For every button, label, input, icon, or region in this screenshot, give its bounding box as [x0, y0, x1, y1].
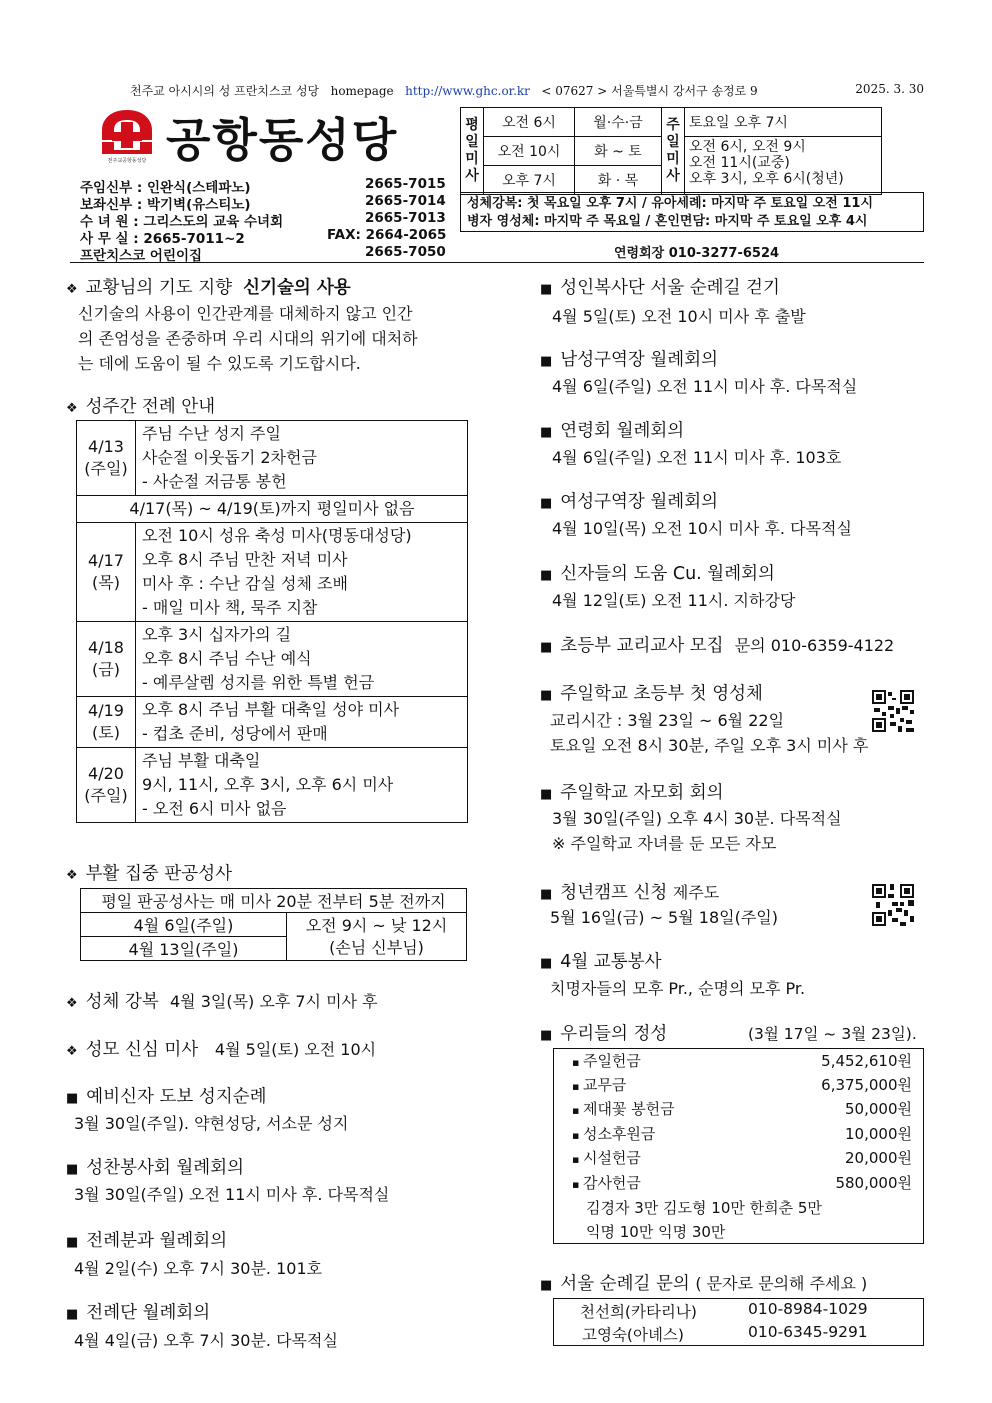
table-row: 4/20 (주일) 주님 부활 대축일 9시, 11시, 오후 3시, 오후 6시 미사 - 오전 6시 미사 없음	[77, 748, 468, 823]
square-bullet-icon: ■	[540, 787, 553, 802]
left-item-heading: ■ 전례분과 월례회의	[66, 1231, 228, 1251]
right-item-heading: ■ 성인복사단 서울 순례길 걷기	[540, 278, 780, 298]
offering-heading: ■ 우리들의 정성	[540, 1024, 668, 1044]
weekday-mass-label: 평 일 미 사	[461, 108, 484, 195]
first-communion-detail: 교리시간 : 3월 23일 ~ 6월 22일 토요일 오전 8시 30분, 주일 오후 3시 미사 후	[550, 711, 869, 755]
square-bullet-icon: ■	[540, 354, 553, 369]
list-item: ▪ 주일헌금 5,452,610원	[572, 1052, 912, 1070]
left-item-heading: ■ 예비신자 도보 성지순례	[66, 1087, 267, 1107]
homepage-link[interactable]: http://www.ghc.or.kr	[405, 84, 530, 98]
right-item-detail: 4월 5일(토) 오전 10시 미사 후 출발	[552, 307, 806, 326]
square-bullet-icon: ■	[540, 640, 553, 655]
table-row: 4/13 (주일) 주님 수난 성지 주일 사순절 이웃돕기 2차헌금 - 사순절 저금통 봉헌	[77, 421, 468, 496]
parish-brand-title: 공항동성당	[166, 113, 399, 167]
list-item: ▪ 제대꽃 봉헌금 50,000원	[572, 1100, 912, 1118]
catechist-recruit: ■ 초등부 교리교사 모집 문의 010-6359-4122	[540, 636, 895, 656]
square-bullet-icon: ■	[540, 425, 553, 440]
square-bullet-icon: ■	[540, 956, 553, 971]
first-communion-heading: ■ 주일학교 초등부 첫 영성체	[540, 684, 763, 704]
right-item-detail: 4월 6일(주일) 오전 11시 미사 후. 다목적실	[552, 377, 858, 396]
benediction-item: ❖ 성체 강복 4월 3일(목) 오후 7시 미사 후	[66, 992, 378, 1012]
address: < 07627 > 서울특별시 강서구 송정로 9	[541, 84, 758, 98]
parents-meeting-detail: 3월 30일(주일) 오후 4시 30분. 다목적실 ※ 주일학교 자녀를 둔 모든 자모	[552, 809, 842, 853]
left-item-detail: 3월 30일(주일). 약현성당, 서소문 성지	[74, 1114, 349, 1133]
parish-full-name: 천주교 아시시의 성 프란치스코 성당	[130, 84, 320, 98]
marian-mass-item: ❖ 성모 신심 미사 4월 5일(토) 오전 10시	[66, 1040, 377, 1060]
contact-phone: 010-6345-9291	[748, 1323, 868, 1341]
table-row: 4/19 (토) 오후 8시 주님 부활 대축일 성야 미사 - 컵초 준비, 성당에서 판매	[77, 697, 468, 748]
sunday-mass-times: 오전 6시, 오전 9시 오전 11시(교중) 오후 3시, 오후 6시(청년)	[685, 137, 882, 195]
square-bullet-icon: ■	[66, 1235, 79, 1250]
youth-camp-detail: 5월 16일(금) ~ 5월 18일(주일)	[550, 908, 778, 927]
parents-meeting-heading: ■ 주일학교 자모회 회의	[540, 783, 724, 803]
square-bullet-icon: ■	[540, 568, 553, 583]
traffic-service-detail: 치명자들의 모후 Pr., 순명의 모후 Pr.	[550, 979, 806, 998]
square-bullet-icon: ■	[540, 496, 553, 511]
header-divider	[70, 262, 924, 263]
weekday-mass-days: 월·수·금	[575, 108, 662, 137]
diamond-bullet-icon: ❖	[66, 1044, 78, 1059]
logo-caption: 천주교공항동성당	[107, 158, 147, 164]
offering-box	[553, 1048, 924, 1244]
qr-code-icon[interactable]	[872, 884, 914, 926]
prayer-text: 신기술의 사용이 인간관계를 대체하지 않고 인간 의 존엄성을 존중하며 우리 시대의 위기에 대처하 는 데에 도움이 될 수 있도록 기도합시다.	[78, 304, 418, 373]
sunday-mass-label: 주 일 미 사	[662, 108, 685, 195]
left-item-heading: ■ 전례단 월례회의	[66, 1303, 211, 1323]
pilgrim-contact-box	[553, 1298, 924, 1346]
right-item-heading: ■ 신자들의 도움 Cu. 월례회의	[540, 564, 775, 584]
sunday-mass-saturday: 토요일 오후 7시	[685, 108, 882, 137]
right-item-heading: ■ 연령회 월례회의	[540, 421, 685, 441]
diamond-bullet-icon: ❖	[66, 401, 78, 416]
left-item-detail: 4월 2일(수) 오후 7시 30분. 101호	[74, 1259, 323, 1278]
table-row: 4/18 (금) 오후 3시 십자가의 길 오후 8시 주님 수난 예식 - 예루살렘 성지를 위한 특별 헌금	[77, 622, 468, 697]
square-bullet-icon: ■	[66, 1162, 79, 1177]
list-item: ▪ 감사헌금 580,000원	[572, 1174, 912, 1192]
staff-row: 수 녀 원 : 그리스도의 교육 수녀회 2665-7013	[80, 210, 446, 230]
contact-name: 천선희(카타리나)	[580, 1303, 697, 1321]
donor-list: 익명 10만 익명 30만	[586, 1223, 726, 1241]
square-bullet-icon: ■	[66, 1307, 79, 1322]
square-bullet-icon: ■	[540, 1278, 553, 1293]
square-bullet-icon: ■	[66, 1091, 79, 1106]
youth-camp-heading: ■ 청년캠프 신청 제주도	[540, 883, 720, 903]
table-row: 4/17 (목) 오전 10시 성유 축성 미사(명동대성당) 오후 8시 주님 만찬 저녁 미사 미사 후 : 수난 감실 성체 조배 - 매일 미사 책, 묵주 지참	[77, 523, 468, 622]
confession-table: 평일 판공성사는 매 미사 20분 전부터 5분 전까지 4월 6일(주일) 오전 9시 ~ 낮 12시 (손님 신부님) 4월 13일(주일)	[80, 888, 467, 961]
square-bullet-icon: ■	[540, 1028, 553, 1043]
pilgrim-inquiry-heading: ■ 서울 순례길 문의 ( 문자로 문의해 주세요 )	[540, 1274, 868, 1294]
list-item: ▪ 시설헌금 20,000원	[572, 1149, 912, 1167]
right-item-heading: ■ 남성구역장 월례회의	[540, 350, 719, 370]
holyweek-table	[76, 420, 468, 823]
right-item-detail: 4월 10일(목) 오전 10시 미사 후. 다목적실	[552, 519, 852, 538]
right-item-heading: ■ 여성구역장 월례회의	[540, 492, 719, 512]
staff-row: 프란치스코 어린이집 2665-7050	[80, 244, 446, 264]
diamond-bullet-icon: ❖	[66, 996, 78, 1011]
list-item: ▪ 교무금 6,375,000원	[572, 1076, 912, 1094]
header-info	[130, 82, 758, 99]
square-bullet-icon: ■	[540, 887, 553, 902]
table-row: 4/17(목) ~ 4/19(토)까지 평일미사 없음	[77, 496, 468, 523]
sacrament-notice: 성체강복: 첫 목요일 오후 7시 / 유아세례: 마지막 주 토요일 오전 11시 병자 영성체: 마지막 주 목요일 / 혼인면담: 마지막 주 토요일 오후 4시	[460, 192, 924, 232]
weekday-mass-time: 오후 7시	[484, 166, 575, 195]
weekday-mass-time: 오전 10시	[484, 137, 575, 166]
traffic-service-heading: ■ 4월 교통봉사	[540, 952, 662, 972]
staff-row: 사 무 실 : 2665-7011~2 FAX: 2664-2065	[80, 227, 447, 247]
qr-code-icon[interactable]	[872, 690, 914, 732]
weekday-mass-days: 화 ~ 토	[575, 137, 662, 166]
left-item-detail: 3월 30일(주일) 오전 11시 미사 후. 다목적실	[74, 1185, 390, 1204]
staff-list	[80, 176, 447, 264]
offering-period: (3월 17일 ~ 3월 23일).	[748, 1025, 917, 1043]
square-bullet-icon: ■	[540, 282, 553, 297]
confession-heading: ❖ 부활 집중 판공성사	[66, 864, 233, 884]
square-bullet-icon: ■	[540, 688, 553, 703]
diamond-bullet-icon: ❖	[66, 868, 78, 883]
diamond-bullet-icon: ❖	[66, 282, 78, 297]
staff-row: 보좌신부 : 박기벽(유스티노) 2665-7014	[80, 193, 446, 213]
staff-row: 주임신부 : 인완식(스테파노) 2665-7015	[80, 176, 446, 196]
prayer-heading: ❖ 교황님의 기도 지향 신기술의 사용	[66, 278, 351, 298]
contact-phone: 010-8984-1029	[748, 1300, 868, 1318]
council-phone: 연령회장 010-3277-6524	[614, 246, 780, 261]
weekday-mass-days: 화 · 목	[575, 166, 662, 195]
mass-schedule-table	[460, 107, 882, 195]
left-item-detail: 4월 4일(금) 오후 7시 30분. 다목적실	[74, 1331, 338, 1350]
parish-logo-icon	[98, 106, 156, 164]
right-item-detail: 4월 6일(주일) 오전 11시 미사 후. 103호	[552, 448, 842, 467]
left-item-heading: ■ 성찬봉사회 월례회의	[66, 1158, 245, 1178]
contact-name: 고영숙(아녜스)	[582, 1326, 684, 1344]
donor-list: 김경자 3만 김도형 10만 한희춘 5만	[586, 1199, 822, 1217]
holyweek-heading: ❖ 성주간 전례 안내	[66, 397, 216, 417]
bulletin-date: 2025. 3. 30	[855, 82, 924, 96]
list-item: ▪ 성소후원금 10,000원	[572, 1125, 912, 1143]
homepage-label: homepage	[330, 84, 394, 98]
weekday-mass-time: 오전 6시	[484, 108, 575, 137]
right-item-detail: 4월 12일(토) 오전 11시. 지하강당	[552, 591, 796, 610]
